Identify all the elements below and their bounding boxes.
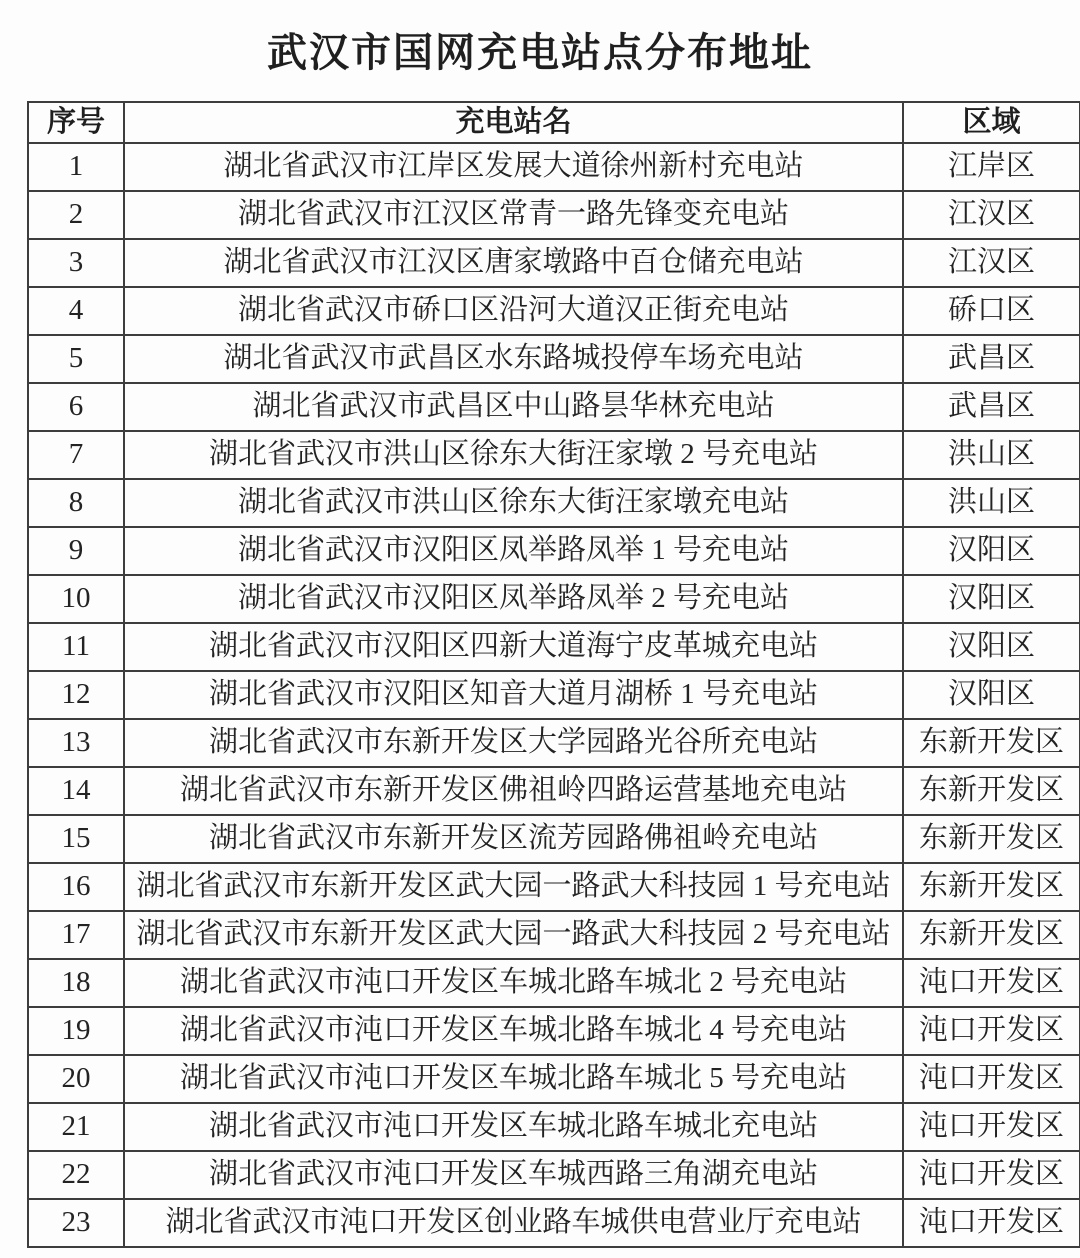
row-number-cell: 6 xyxy=(28,383,124,431)
region-cell: 东新开发区 xyxy=(903,767,1080,815)
table-row xyxy=(28,719,1080,767)
region-cell: 江岸区 xyxy=(903,143,1080,191)
station-name-cell: 湖北省武汉市洪山区徐东大街汪家墩 2 号充电站 xyxy=(124,431,903,479)
row-number-cell: 23 xyxy=(28,1199,124,1247)
table-row xyxy=(28,1103,1080,1151)
region-cell: 汉阳区 xyxy=(903,623,1080,671)
station-name-cell: 湖北省武汉市沌口开发区创业路车城供电营业厅充电站 xyxy=(124,1199,903,1247)
station-name-cell: 湖北省武汉市沌口开发区车城北路车城北 2 号充电站 xyxy=(124,959,903,1007)
station-name-cell: 湖北省武汉市江汉区唐家墩路中百仓储充电站 xyxy=(124,239,903,287)
table-row xyxy=(28,1055,1080,1103)
table-row xyxy=(28,143,1080,191)
header-cell-station: 充电站名 xyxy=(124,102,903,143)
row-number-cell: 10 xyxy=(28,575,124,623)
row-number-cell: 20 xyxy=(28,1055,124,1103)
table-row xyxy=(28,671,1080,719)
table-header xyxy=(28,102,1080,143)
station-name-cell: 湖北省武汉市东新开发区武大园一路武大科技园 2 号充电站 xyxy=(124,911,903,959)
station-name-cell: 湖北省武汉市洪山区徐东大街汪家墩充电站 xyxy=(124,479,903,527)
table-row xyxy=(28,767,1080,815)
charging-station-table xyxy=(27,101,1080,1248)
row-number-cell: 15 xyxy=(28,815,124,863)
region-cell: 东新开发区 xyxy=(903,719,1080,767)
table-row xyxy=(28,527,1080,575)
station-name-cell: 湖北省武汉市沌口开发区车城北路车城北 4 号充电站 xyxy=(124,1007,903,1055)
table-row xyxy=(28,575,1080,623)
row-number-cell: 22 xyxy=(28,1151,124,1199)
row-number-cell: 16 xyxy=(28,863,124,911)
row-number-cell: 17 xyxy=(28,911,124,959)
table-row xyxy=(28,959,1080,1007)
header-cell-no: 序号 xyxy=(28,102,124,143)
row-number-cell: 3 xyxy=(28,239,124,287)
station-name-cell: 湖北省武汉市江岸区发展大道徐州新村充电站 xyxy=(124,143,903,191)
table-row xyxy=(28,335,1080,383)
region-cell: 武昌区 xyxy=(903,335,1080,383)
station-name-cell: 湖北省武汉市汉阳区四新大道海宁皮革城充电站 xyxy=(124,623,903,671)
station-name-cell: 湖北省武汉市汉阳区知音大道月湖桥 1 号充电站 xyxy=(124,671,903,719)
region-cell: 洪山区 xyxy=(903,479,1080,527)
header-cell-region: 区域 xyxy=(903,102,1080,143)
region-cell: 沌口开发区 xyxy=(903,1007,1080,1055)
row-number-cell: 18 xyxy=(28,959,124,1007)
station-name-cell: 湖北省武汉市东新开发区武大园一路武大科技园 1 号充电站 xyxy=(124,863,903,911)
row-number-cell: 11 xyxy=(28,623,124,671)
table-header-row xyxy=(28,102,1080,143)
row-number-cell: 1 xyxy=(28,143,124,191)
table-row xyxy=(28,287,1080,335)
region-cell: 硚口区 xyxy=(903,287,1080,335)
page-title: 武汉市国网充电站点分布地址 xyxy=(267,30,813,75)
station-name-cell: 湖北省武汉市武昌区水东路城投停车场充电站 xyxy=(124,335,903,383)
region-cell: 沌口开发区 xyxy=(903,1151,1080,1199)
table-row xyxy=(28,1007,1080,1055)
region-cell: 洪山区 xyxy=(903,431,1080,479)
region-cell: 沌口开发区 xyxy=(903,959,1080,1007)
table-row xyxy=(28,431,1080,479)
station-name-cell: 湖北省武汉市沌口开发区车城西路三角湖充电站 xyxy=(124,1151,903,1199)
station-name-cell: 湖北省武汉市江汉区常青一路先锋变充电站 xyxy=(124,191,903,239)
station-name-cell: 湖北省武汉市沌口开发区车城北路车城北充电站 xyxy=(124,1103,903,1151)
table-row xyxy=(28,1199,1080,1247)
region-cell: 汉阳区 xyxy=(903,671,1080,719)
region-cell: 沌口开发区 xyxy=(903,1199,1080,1247)
row-number-cell: 19 xyxy=(28,1007,124,1055)
row-number-cell: 4 xyxy=(28,287,124,335)
station-name-cell: 湖北省武汉市沌口开发区车城北路车城北 5 号充电站 xyxy=(124,1055,903,1103)
station-name-cell: 湖北省武汉市汉阳区凤举路凤举 1 号充电站 xyxy=(124,527,903,575)
station-name-cell: 湖北省武汉市东新开发区流芳园路佛祖岭充电站 xyxy=(124,815,903,863)
row-number-cell: 21 xyxy=(28,1103,124,1151)
table-row xyxy=(28,863,1080,911)
region-cell: 沌口开发区 xyxy=(903,1055,1080,1103)
station-name-cell: 湖北省武汉市武昌区中山路昙华林充电站 xyxy=(124,383,903,431)
region-cell: 东新开发区 xyxy=(903,863,1080,911)
table-row xyxy=(28,239,1080,287)
region-cell: 东新开发区 xyxy=(903,911,1080,959)
table-row xyxy=(28,911,1080,959)
table-row xyxy=(28,479,1080,527)
region-cell: 汉阳区 xyxy=(903,575,1080,623)
table-row xyxy=(28,1151,1080,1199)
table-row xyxy=(28,191,1080,239)
region-cell: 东新开发区 xyxy=(903,815,1080,863)
row-number-cell: 8 xyxy=(28,479,124,527)
row-number-cell: 2 xyxy=(28,191,124,239)
region-cell: 沌口开发区 xyxy=(903,1103,1080,1151)
table-row xyxy=(28,815,1080,863)
table-body xyxy=(28,143,1080,1247)
table-row xyxy=(28,623,1080,671)
row-number-cell: 14 xyxy=(28,767,124,815)
region-cell: 江汉区 xyxy=(903,239,1080,287)
station-name-cell: 湖北省武汉市硚口区沿河大道汉正街充电站 xyxy=(124,287,903,335)
table-row xyxy=(28,383,1080,431)
row-number-cell: 13 xyxy=(28,719,124,767)
region-cell: 江汉区 xyxy=(903,191,1080,239)
station-name-cell: 湖北省武汉市汉阳区凤举路凤举 2 号充电站 xyxy=(124,575,903,623)
station-name-cell: 湖北省武汉市东新开发区佛祖岭四路运营基地充电站 xyxy=(124,767,903,815)
row-number-cell: 5 xyxy=(28,335,124,383)
region-cell: 武昌区 xyxy=(903,383,1080,431)
region-cell: 汉阳区 xyxy=(903,527,1080,575)
row-number-cell: 12 xyxy=(28,671,124,719)
row-number-cell: 9 xyxy=(28,527,124,575)
row-number-cell: 7 xyxy=(28,431,124,479)
station-name-cell: 湖北省武汉市东新开发区大学园路光谷所充电站 xyxy=(124,719,903,767)
